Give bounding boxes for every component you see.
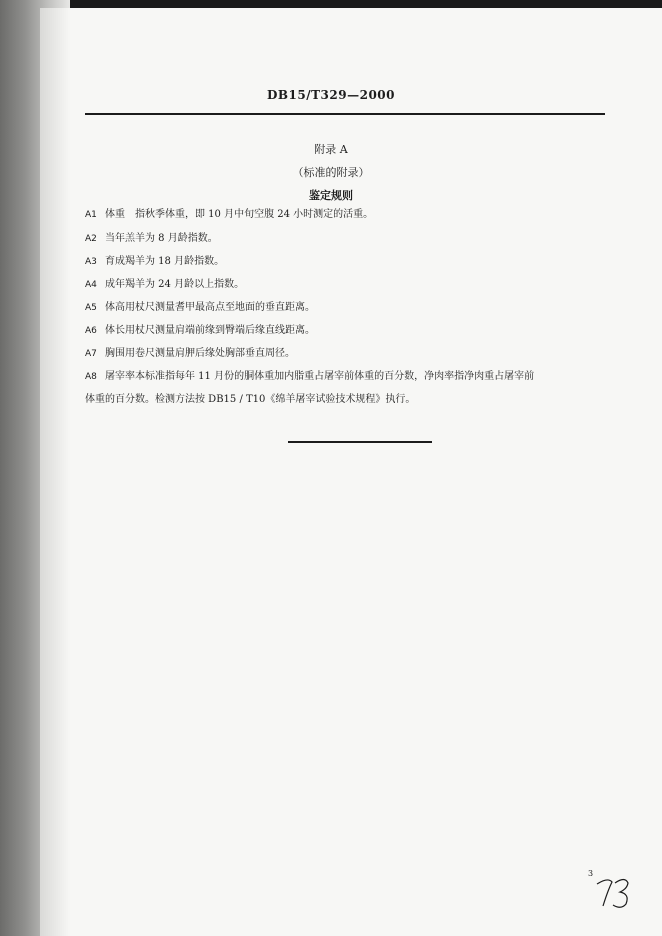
item-id: A3 [85,257,97,267]
item-text: 屠宰率本标准指每年 11 月份的胴体重加内脂重占屠宰前体重的百分数，净肉率指净肉重占屠宰前 [105,371,535,382]
list-item-a8 [85,369,605,385]
item-id: A6 [85,326,97,336]
list-item-a5 [85,300,605,316]
closing-rule [288,441,432,443]
list-item-a3 [85,254,605,270]
item-id: A4 [85,280,97,290]
appendix-note: （标准的附录） [292,166,370,179]
item-id: A2 [85,234,97,244]
header-rule [85,113,605,115]
item-id: A8 [85,372,97,382]
list-item-a8-continuation: 体重的百分数。检测方法按 DB15 / T10《绵羊屠宰试验技术规程》执行。 [85,394,416,405]
item-id: A7 [85,349,97,359]
list-item-a6 [85,323,605,339]
list-item-a7 [85,346,605,362]
item-text: 胸围用卷尺测量肩胛后缘处胸部垂直周径。 [105,348,295,359]
item-text: 育成羯羊为 18 月龄指数。 [105,256,225,267]
handwritten-page-number [594,872,634,912]
page-number: 3 [588,869,594,878]
item-text: 成年羯羊为 24 月龄以上指数。 [105,279,245,290]
item-text: 体长用杖尺测量肩端前缘到臀端后缘直线距离。 [105,325,315,336]
document-code: DB15/T329—2000 [266,88,395,102]
item-id: A5 [85,303,97,313]
section-title: 鉴定规则 [309,189,353,202]
item-text: 体重 指秋季体重，即 10 月中旬空腹 24 小时测定的活重。 [105,209,374,220]
item-text: 体高用杖尺测量耆甲最高点至地面的垂直距离。 [105,302,315,313]
list-item-a1 [85,207,605,223]
list-item-a4 [85,277,605,293]
item-id: A1 [85,210,97,220]
appendix-title: 附录 A [314,143,348,156]
list-item-a2 [85,231,605,247]
item-text: 当年羔羊为 8 月龄指数。 [105,233,218,244]
